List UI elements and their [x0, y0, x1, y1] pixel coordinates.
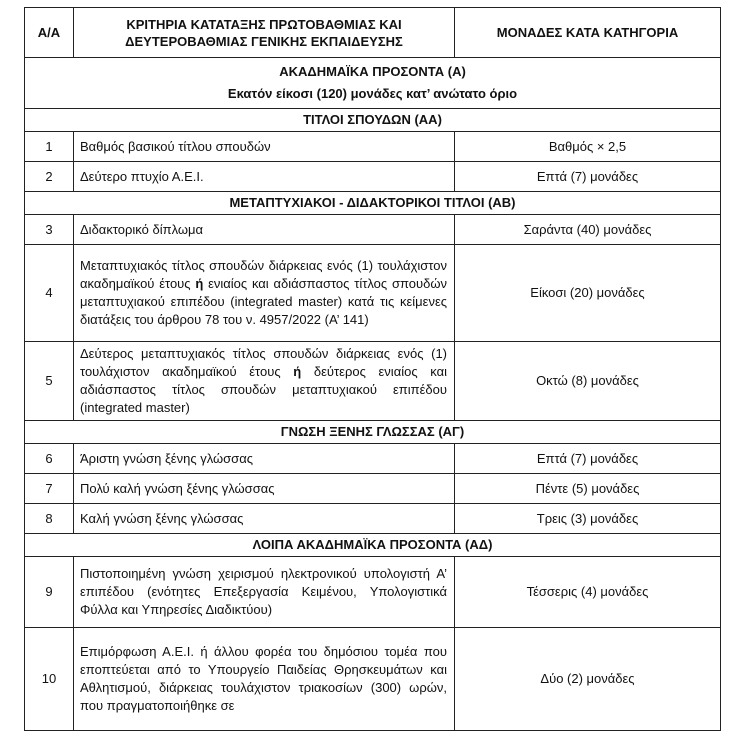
table-row	[25, 342, 721, 421]
row-number: 6	[25, 444, 74, 474]
table-row	[25, 132, 721, 162]
row-description: Επιμόρφωση Α.Ε.Ι. ή άλλου φορέα του δημόσιου τομέα που εποπτεύεται από το Υπουργείο Παιδείας Θρησκευμάτων και Αθλητισμού, διάρκειας τουλάχιστον τριακοσίων (300) ωρών, που πραγματοποιήθηκε σε	[74, 628, 455, 731]
section-ab-row	[25, 192, 721, 215]
table-row	[25, 504, 721, 534]
section-aa-row	[25, 109, 721, 132]
row-number: 10	[25, 628, 74, 731]
section-a-row	[25, 58, 721, 109]
row-description-part: Μεταπτυχιακός τίτλος σπουδών διάρκειας ενός (1) τουλάχιστον ακαδημαϊκού έτους	[80, 258, 447, 291]
row-points: Βαθμός × 2,5	[455, 132, 721, 162]
table-header-row	[25, 8, 721, 58]
table-row	[25, 628, 721, 731]
section-aa-title: ΤΙΤΛΟΙ ΣΠΟΥΔΩΝ (ΑΑ)	[25, 109, 721, 132]
section-ag-row	[25, 421, 721, 444]
section-a-cell	[25, 58, 721, 109]
row-description-emphasis: ή	[195, 276, 204, 291]
section-a-subtitle: Εκατόν είκοσι (120) μονάδες κατ’ ανώτατο όριο	[227, 86, 518, 101]
row-description-part: ενιαίος και αδιάσπαστος τίτλος σπουδών μεταπτυχιακού επιπέδου (integrated master) κατά τις κείμενες διατάξεις του άρθρου 78 του ν. 4957/2022 (Α’ 141)	[80, 276, 447, 327]
section-a-title: ΑΚΑΔΗΜΑΪΚΑ ΠΡΟΣΟΝΤΑ (Α)	[279, 64, 466, 79]
row-description: Πιστοποιημένη γνώση χειρισμού ηλεκτρονικού υπολογιστή Α’ επιπέδου (ενότητες Επεξεργασία Κειμένου, Υπολογιστικά Φύλλα και Υπηρεσίες Διαδικτύου)	[74, 557, 455, 628]
header-criteria-line1: ΚΡΙΤΗΡΙΑ ΚΑΤΑΤΑΞΗΣ ΠΡΩΤΟΒΑΘΜΙΑΣ ΚΑΙ	[126, 16, 402, 32]
table-row	[25, 245, 721, 342]
row-description	[74, 245, 455, 342]
row-number: 7	[25, 474, 74, 504]
row-points: Τέσσερις (4) μονάδες	[455, 557, 721, 628]
row-description-part: Δεύτερος μεταπτυχιακός τίτλος σπουδών διάρκειας ενός (1) τουλάχιστον ακαδημαϊκού έτους	[80, 346, 447, 379]
row-number: 3	[25, 215, 74, 245]
header-points: ΜΟΝΑΔΕΣ ΚΑΤΑ ΚΑΤΗΓΟΡΙΑ	[455, 8, 721, 58]
row-number: 2	[25, 162, 74, 192]
row-description: Πολύ καλή γνώση ξένης γλώσσας	[74, 474, 455, 504]
header-criteria	[74, 8, 455, 58]
row-points: Επτά (7) μονάδες	[455, 444, 721, 474]
row-number: 4	[25, 245, 74, 342]
header-num: Α/Α	[25, 8, 74, 58]
row-number: 1	[25, 132, 74, 162]
row-points: Πέντε (5) μονάδες	[455, 474, 721, 504]
row-description-emphasis: ή	[293, 364, 302, 379]
row-number: 5	[25, 342, 74, 421]
row-points: Δύο (2) μονάδες	[455, 628, 721, 731]
table-row	[25, 474, 721, 504]
row-description: Καλή γνώση ξένης γλώσσας	[74, 504, 455, 534]
row-points: Είκοσι (20) μονάδες	[455, 245, 721, 342]
row-description: Δεύτερο πτυχίο Α.Ε.Ι.	[74, 162, 455, 192]
row-description: Άριστη γνώση ξένης γλώσσας	[74, 444, 455, 474]
table-row	[25, 162, 721, 192]
section-ad-title: ΛΟΙΠΑ ΑΚΑΔΗΜΑΪΚΑ ΠΡΟΣΟΝΤΑ (ΑΔ)	[25, 534, 721, 557]
row-description	[74, 342, 455, 421]
table-row	[25, 444, 721, 474]
section-ab-title: ΜΕΤΑΠΤΥΧΙΑΚΟΙ - ΔΙΔΑΚΤΟΡΙΚΟΙ ΤΙΤΛΟΙ (ΑΒ)	[25, 192, 721, 215]
section-ag-title: ΓΝΩΣΗ ΞΕΝΗΣ ΓΛΩΣΣΑΣ (ΑΓ)	[25, 421, 721, 444]
table-row	[25, 557, 721, 628]
row-points: Οκτώ (8) μονάδες	[455, 342, 721, 421]
criteria-table	[24, 7, 721, 731]
row-number: 9	[25, 557, 74, 628]
table-row	[25, 215, 721, 245]
row-points: Σαράντα (40) μονάδες	[455, 215, 721, 245]
row-description: Βαθμός βασικού τίτλου σπουδών	[74, 132, 455, 162]
row-number: 8	[25, 504, 74, 534]
row-points: Τρεις (3) μονάδες	[455, 504, 721, 534]
row-description: Διδακτορικό δίπλωμα	[74, 215, 455, 245]
header-criteria-line2: ΔΕΥΤΕΡΟΒΑΘΜΙΑΣ ΓΕΝΙΚΗΣ ΕΚΠΑΙΔΕΥΣΗΣ	[125, 33, 403, 49]
row-description-part: δεύτερος ενιαίος και αδιάσπαστος τίτλος σπουδών μεταπτυχιακού επιπέδου (integrated master)	[80, 364, 447, 415]
row-points: Επτά (7) μονάδες	[455, 162, 721, 192]
section-ad-row	[25, 534, 721, 557]
